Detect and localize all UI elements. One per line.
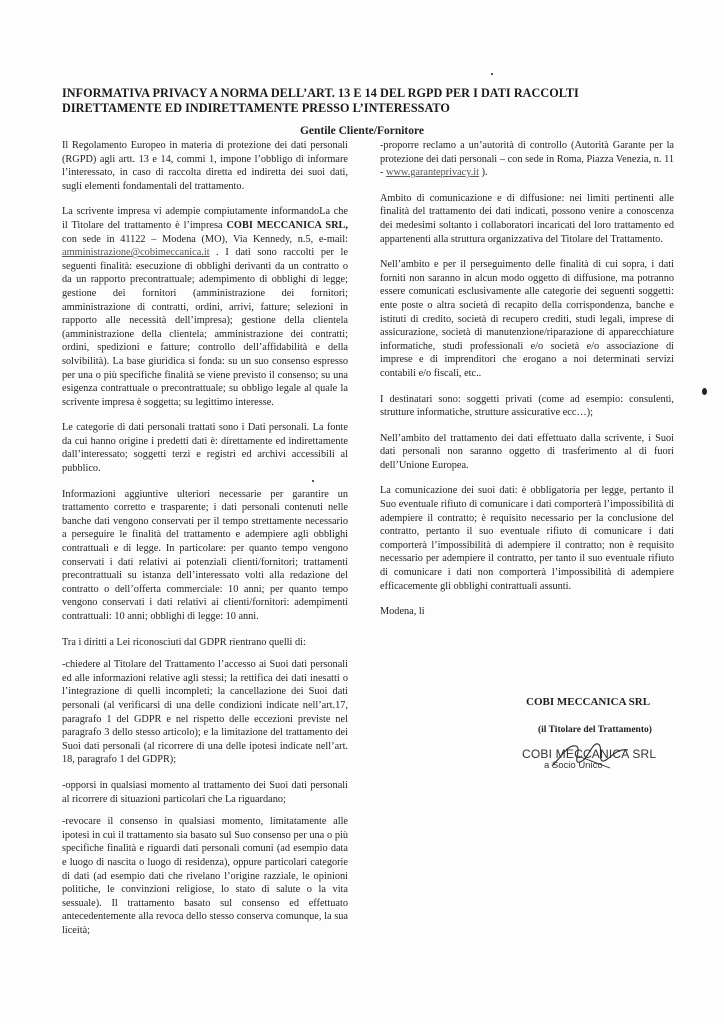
signature-company-name: COBI MECCANICA SRL <box>526 696 651 708</box>
left-column <box>62 139 348 949</box>
scan-speck <box>702 388 707 395</box>
controller-text-1: La scrivente impresa vi adempie compiutamente informandoLa che il Titolare del trattamento è l’impresa <box>62 206 348 231</box>
scan-speck <box>491 73 493 75</box>
controller-text-3: . I dati sono raccolti per le seguenti finalità: esecuzione di obblighi derivanti da un contratto o da un rapporto precontrattuale; adempimento di obblighi di legge; gestione dei fornitori (amministrazione dei fornitori; amministrazione di contratti, ordini, arrivi, fatture; selezioni in rapporto alle necessità dell’impresa); gestione della clientela (amministrazione della clientela; amministrazione dei contratti; ordini, spedizioni e fatture; controllo dell’affidabilità e della solvibilità). La base giuridica si fonda: su un suo consenso espresso per una o più specifiche finalità se viene previsto il consenso; su una esigenza contrattuale o precontrattuale; su obbligo legale al quale la scrivente impresa è soggetta; su legittimo interesse. <box>62 247 348 408</box>
controller-company-name: COBI MECCANICA SRL, <box>226 219 349 231</box>
paragraph-obligation: La comunicazione dei suoi dati: è obbligatoria per legge, pertanto il Suo eventuale rifiuto di comunicare i dati comporterà l’impossibilità di adempiere il contratto; è requisito necessario per la conclusione del contratto, pertanto il suo eventuale rifiuto di comunicare i dati comporterà l’impossibilità di adempiere il contratto; non è requisito necessario per adempiere il contratto, per tanto il suo eventuale rifiuto di comunicare i dati non comporterà l’impossibilità di adempiere efficacemente gli obblighi contrattuali assunti. <box>380 485 674 592</box>
paragraph-controller <box>62 205 348 409</box>
handwritten-signature <box>548 738 638 774</box>
document-heading: INFORMATIVA PRIVACY A NORMA DELL’ART. 13 E 14 DEL RGPD PER I DATI RACCOLTI DIRETTAMENTE ED INDIRETTAMENTE PRESSO L’INTERESSATO <box>62 86 579 115</box>
garante-link[interactable]: www.garanteprivacy.it <box>386 167 480 179</box>
paragraph-recipients-categories: Nell’ambito e per il perseguimento delle finalità di cui sopra, i dati forniti non saranno in alcun modo oggetto di diffusione, ma potranno essere comunicati esclusivamente alle categorie dei seguenti soggetti: ente poste o altra società di recapito della corrispondenza, banche e istituti di credito, società di recupero crediti, studi legali, imprese di assicurazione, società di manutenzione/riparazione di apparecchiature informatiche, studi professionali e/o società e/o associazione di imprese e di imprenditori che erogano a noi determinati servizi contabili e/o fiscali, etc.. <box>380 259 674 379</box>
paragraph-retention: Informazioni aggiuntive ulteriori necessarie per garantire un trattamento corretto e trasparente; i dati personali contenuti nelle banche dati vengono conservati per il tempo strettamente necessario a perseguire le finalità del trattamento e adempiere agli obblighi contrattuali e di legge. In particolare: per quanto tempo vengono conservati i dati relativi ai potenziali clienti/fornitori; trattamenti precontrattuali su istanza dell’interessato volti alla redazione del contratto o dell’offerta commerciale: 10 anni; per quanto tempo vengono conservati i dati relativi ai clienti/fornitori: adempimenti contrattuali: 10 anni; obblighi di legge: 10 anni. <box>62 488 348 622</box>
right-column <box>380 139 674 631</box>
paragraph-communication-scope: Ambito di comunicazione e di diffusione: nei limiti pertinenti alle finalità del trattamento dei dati indicati, possono venire a conoscenza dei medesimi soltanto i collaboratori incaricati del loro trattamento ed appartenenti alla struttura organizzativa del Titolare del Trattamento. <box>380 192 674 245</box>
paragraph-recipients: I destinatari sono: soggetti privati (come ad esempio: consulenti, strutture informatiche, strutture assicurative ecc…); <box>380 393 674 419</box>
controller-text-2: con sede in 41122 – Modena (MO), Via Kennedy, n.5, e-mail: <box>62 233 348 245</box>
complaint-text-2: ). <box>479 167 488 179</box>
stamp-company-name: COBI MECCANICA SRL <box>522 747 657 761</box>
document-salutation: Gentile Cliente/Fornitore <box>299 125 425 137</box>
scan-speck <box>312 480 314 482</box>
paragraph-right-complaint <box>380 139 674 180</box>
controller-email-link[interactable]: amministrazione@cobimeccanica.it <box>62 247 210 259</box>
paragraph-rights-intro: Tra i diritti a Lei riconosciuti dal GDPR rientrano quelli di: <box>62 636 306 648</box>
paragraph-intro: Il Regolamento Europeo in materia di protezione dei dati personali (RGPD) agli artt. 13 e 14, commi 1, impone l’obbligo di informare l’interessato, in caso di raccolta diretta ed indiretta dei suoi dati, sugli elementi fondamentali del trattamento. <box>62 140 348 192</box>
paragraph-right-access: -chiedere al Titolare del Trattamento l’accesso ai Suoi dati personali ed alle informazioni relative agli stessi; la rettifica dei dati inesatti o l’integrazione di quelli incompleti; la cancellazione dei Suoi dati personali (al verificarsi di una delle condizioni indicate nell’art.17, paragrafo 1 del GDPR e nel rispetto delle eccezioni previste nel paragrafo 3 dello stesso articolo); e la limitazione del trattamento dei Suoi dati personali (al ricorrere di una delle ipotesi indicate nell’art. 18, paragrafo 1 del GDPR); <box>62 659 348 766</box>
stamp-subtitle: a Socio Unico <box>544 760 603 771</box>
signature-role: (il Titolare del Trattamento) <box>538 725 652 735</box>
complaint-text-1: -proporre reclamo a un’autorità di controllo (Autorità Garante per la protezione dei dati personali – con sede in Roma, Piazza Venezia, n. 11 - <box>380 140 674 179</box>
paragraph-data-categories: Le categorie di dati personali trattati sono i Dati personali. La fonte da cui hanno origine i predetti dati è: direttamente ed indirettamente dall’interessato; soggetti terzi e registri ed archivi accessibili al pubblico. <box>62 422 348 475</box>
paragraph-right-revoke: -revocare il consenso in qualsiasi momento, limitatamente alle ipotesi in cui il trattamento sia basato sul Suo consenso per una o più specifiche finalità e riguardi dati personali comuni (ad esempio data e luogo di nascita o luogo di residenza), oppure particolari categorie di dati (ad esempio dati che rivelano l’origine razziale, le opinioni politiche, le convinzioni religiose, lo stato di salute o la vita sessuale). Il trattamento basato sul consenso ed effettuato antecedentemente alla revoca dello stesso conserva comunque, la sua liceità; <box>62 816 348 936</box>
paragraph-transfer: Nell’ambito del trattamento dei dati effettuato dalla scrivente, i Suoi dati personali non saranno oggetto di trasferimento al di fuori dell’Unione Europea. <box>380 432 674 471</box>
paragraph-right-object: -opporsi in qualsiasi momento al trattamento dei Suoi dati personali al ricorrere di situazioni particolari che La riguardano; <box>62 779 348 805</box>
place-date: Modena, li <box>380 606 425 618</box>
